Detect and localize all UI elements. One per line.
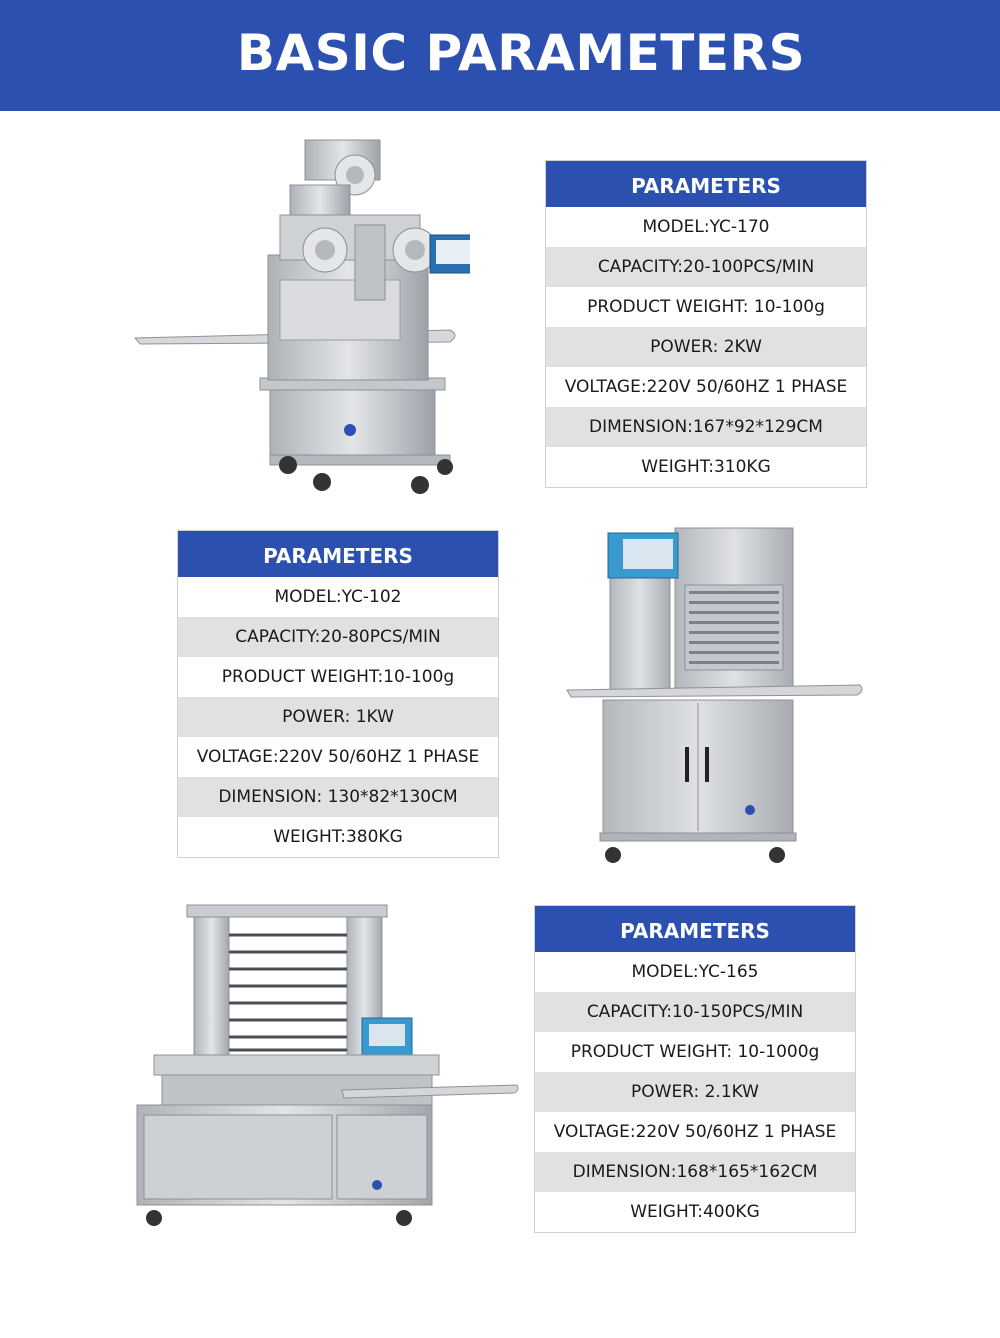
param-capacity: CAPACITY:20-80PCS/MIN bbox=[178, 617, 498, 657]
machine-image-yc102 bbox=[565, 525, 865, 870]
param-weight: WEIGHT:400KG bbox=[630, 1202, 760, 1222]
param-model: MODEL:YC-102 bbox=[274, 587, 402, 607]
parameters-table-yc170 bbox=[545, 160, 867, 488]
param-model: MODEL:YC-165 bbox=[631, 962, 759, 982]
machine-image-yc170 bbox=[130, 130, 470, 500]
param-power: POWER: 1KW bbox=[178, 697, 498, 737]
parameters-header: PARAMETERS bbox=[178, 531, 498, 577]
parameters-header: PARAMETERS bbox=[546, 161, 866, 207]
param-dimension: DIMENSION:167*92*129CM bbox=[546, 407, 866, 447]
param-dimension: DIMENSION:168*165*162CM bbox=[535, 1152, 855, 1192]
machine-image-yc165 bbox=[132, 900, 520, 1230]
param-weight: WEIGHT:310KG bbox=[641, 457, 771, 477]
page-title: BASIC PARAMETERS bbox=[236, 24, 806, 82]
param-capacity: CAPACITY:10-150PCS/MIN bbox=[535, 992, 855, 1032]
param-power: POWER: 2KW bbox=[546, 327, 866, 367]
param-capacity: CAPACITY:20-100PCS/MIN bbox=[546, 247, 866, 287]
parameters-table-yc102 bbox=[177, 530, 499, 858]
param-voltage: VOLTAGE:220V 50/60HZ 1 PHASE bbox=[196, 747, 480, 767]
param-power: POWER: 2.1KW bbox=[535, 1072, 855, 1112]
param-product-weight: PRODUCT WEIGHT: 10-1000g bbox=[570, 1042, 820, 1062]
header-banner bbox=[0, 0, 1000, 111]
parameters-table-yc165 bbox=[534, 905, 856, 1233]
param-dimension: DIMENSION: 130*82*130CM bbox=[178, 777, 498, 817]
param-weight: WEIGHT:380KG bbox=[273, 827, 403, 847]
parameters-header: PARAMETERS bbox=[535, 906, 855, 952]
param-voltage: VOLTAGE:220V 50/60HZ 1 PHASE bbox=[564, 377, 848, 397]
param-product-weight: PRODUCT WEIGHT: 10-100g bbox=[587, 297, 825, 317]
param-voltage: VOLTAGE:220V 50/60HZ 1 PHASE bbox=[553, 1122, 837, 1142]
param-product-weight: PRODUCT WEIGHT:10-100g bbox=[221, 667, 455, 687]
param-model: MODEL:YC-170 bbox=[642, 217, 770, 237]
